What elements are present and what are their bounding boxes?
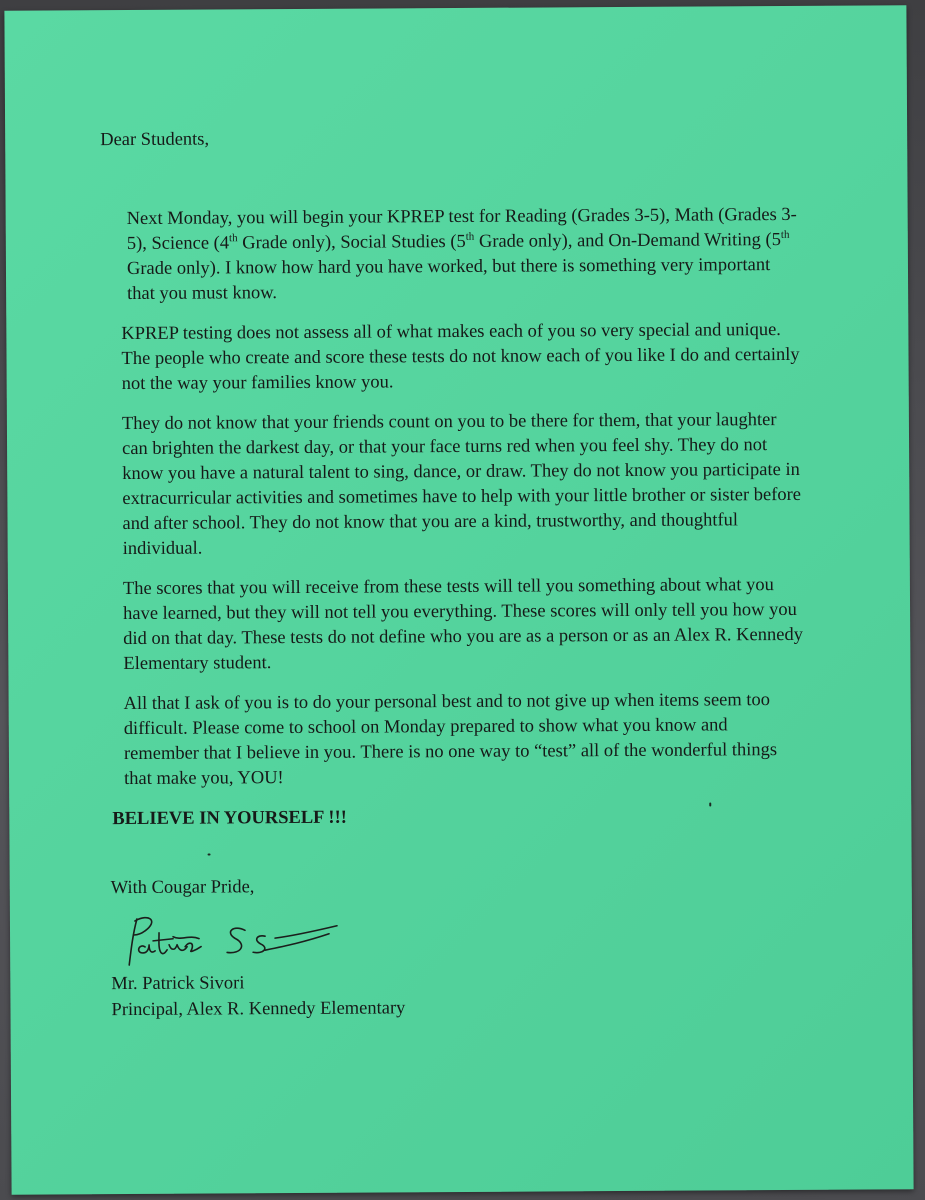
paragraph-they-do-not-know: They do not know that your friends count on you to be there for them, that your laughter can brighten the darkest day, or that your face turns red when you feel shy. They do not know you have a natural talent to sing, dance, or draw. They do not know you participate in extracurricular activities and sometimes have to help with your little brother or sister before and after school. They do not know that you are a kind, trustworthy, and thoughtful individual. [121,410,802,560]
signature-icon [115,906,345,971]
salutation: Dear Students, [100,129,210,151]
letter-paper [4,5,913,1194]
closing-line: With Cougar Pride, [110,877,255,899]
paragraph-test-schedule [101,203,802,307]
paragraph-1-part-2: Grade only), Social Studies (5 [237,231,466,254]
ordinal-suffix: th [465,230,475,243]
paragraph-personal-best: All that I ask of you is to do your personal best and to not give up when items seem too difficult. Please come to school on Monday prepared to show what you know and remember that I believe in you. There is no one way to “test” all of the wonderful things that make you, YOU! [123,690,778,790]
paper-speck [709,802,711,806]
ordinal-suffix: th [228,232,238,245]
paragraph-kprep-assessment: KPREP testing does not assess all of what makes each of you so very special and unique. The people who create and score these tests do not know each of you like I do and certainly not the way your families know you. [121,320,800,395]
paragraph-1-part-4: Grade only). I know how hard you have worked, but there is something very important that you must know. [126,255,771,305]
paper-speck [208,854,211,856]
signer-name: Mr. Patrick Sivori [111,973,245,995]
handwritten-signature [115,906,345,971]
paragraph-1-part-1: Next Monday, you will begin your KPREP test for Reading (Grades 3-5), Math (Grades 3-5), Science (4 [126,204,797,255]
paragraph-1-part-3: Grade only), and On-Demand Writing (5 [474,230,782,252]
signer-title: Principal, Alex R. Kennedy Elementary [111,998,406,1021]
believe-in-yourself: BELIEVE IN YOURSELF !!! [112,807,347,830]
letter-body [100,124,805,1023]
paragraph-scores: The scores that you will receive from these tests will tell you something about what you have learned, but they will not tell you everything. These scores will only tell you how you did on that day. These tests do not define who you are as a person or as an Alex R. Kennedy Elementary student. [122,575,803,675]
ordinal-suffix: th [780,228,790,241]
